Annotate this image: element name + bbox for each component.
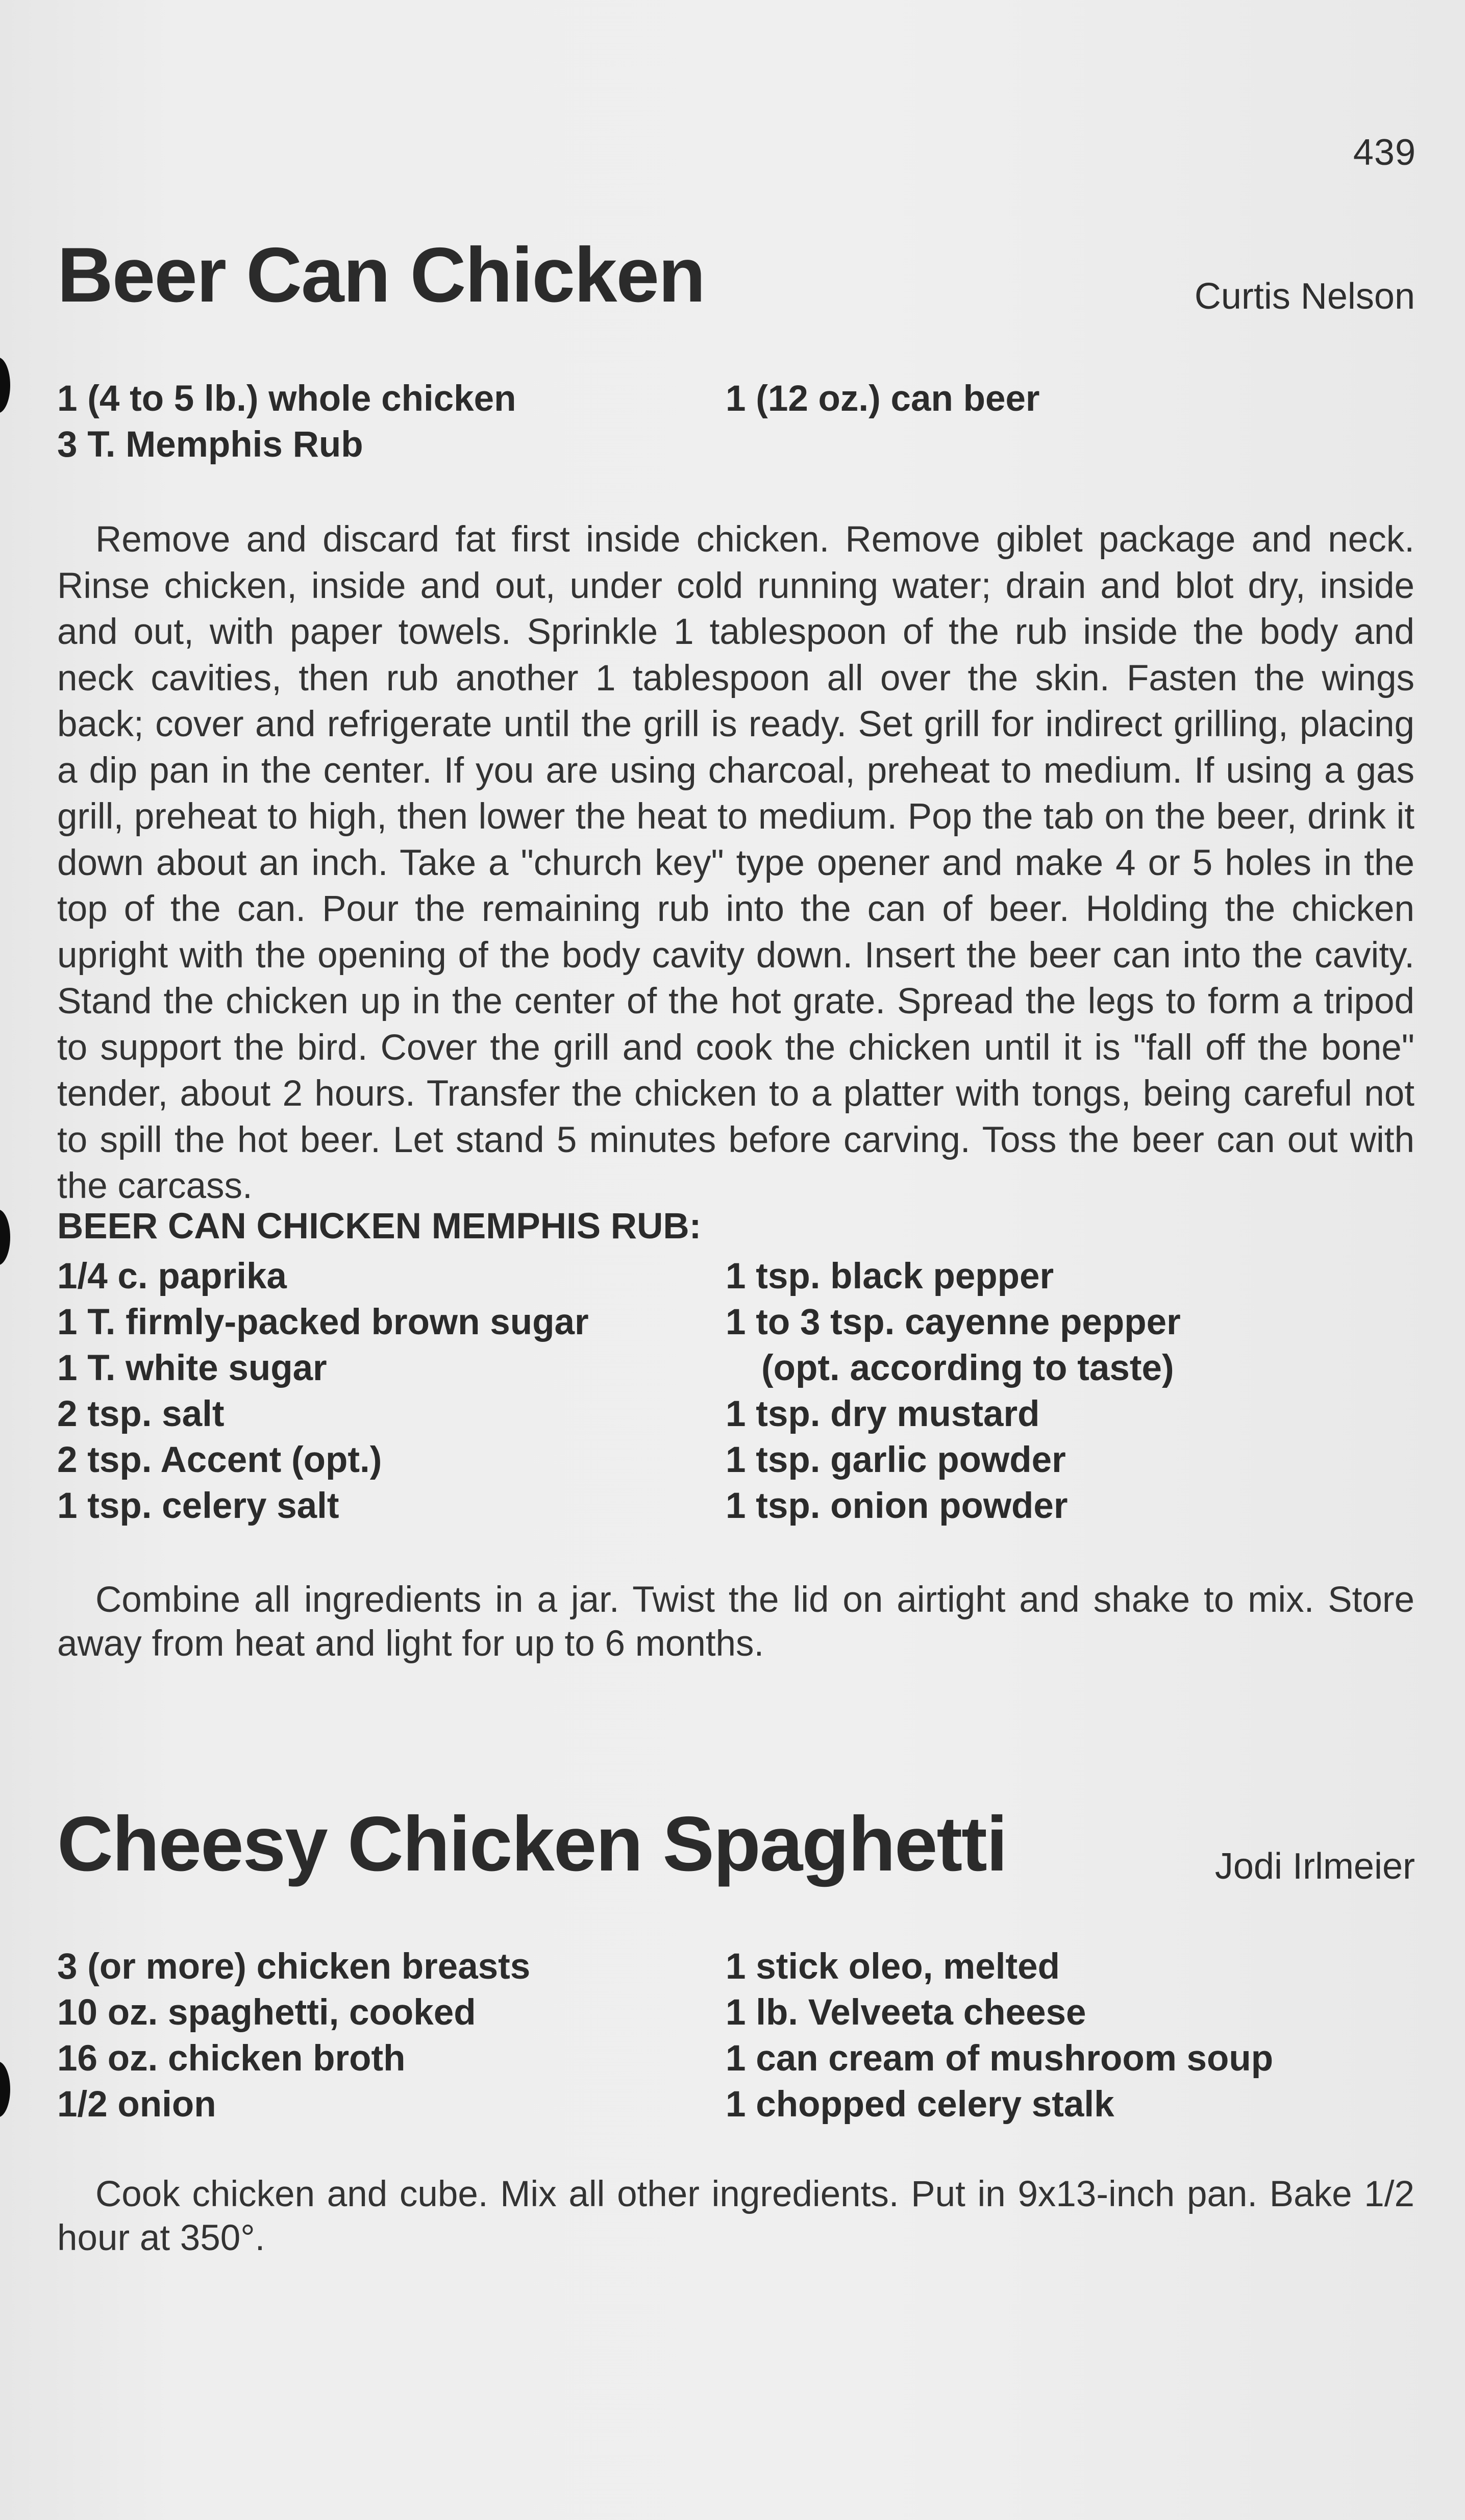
ingredient-item: 1 tsp. celery salt — [57, 1486, 339, 1526]
binding-hole — [0, 1209, 10, 1265]
ingredient-column-right — [726, 376, 1040, 422]
ingredient-column-right — [726, 1944, 1273, 2128]
ingredient-item: 1 T. firmly-packed brown sugar — [57, 1302, 589, 1342]
sub-recipe-heading: BEER CAN CHICKEN MEMPHIS RUB: — [57, 1206, 702, 1246]
ingredient-item: 1 tsp. dry mustard — [726, 1394, 1040, 1434]
ingredient-item: 10 oz. spaghetti, cooked — [57, 1992, 476, 2033]
ingredient-item: 3 T. Memphis Rub — [57, 425, 363, 465]
ingredient-list — [57, 1254, 1414, 1529]
ingredient-item: 16 oz. chicken broth — [57, 2038, 406, 2079]
recipe-author: Jodi Irlmeier — [1214, 1846, 1415, 1887]
recipe-title: Beer Can Chicken — [57, 232, 705, 318]
ingredient-item: 1 T. white sugar — [57, 1348, 327, 1388]
ingredient-column-right — [726, 1254, 1181, 1529]
ingredient-item: 1 tsp. garlic powder — [726, 1440, 1066, 1480]
ingredient-column-left — [57, 1944, 530, 2128]
ingredient-item: 1/4 c. paprika — [57, 1256, 287, 1296]
binding-hole — [0, 357, 10, 413]
ingredient-item: 2 tsp. Accent (opt.) — [57, 1440, 382, 1480]
ingredient-item: 1 tsp. onion powder — [726, 1486, 1068, 1526]
ingredient-list — [57, 376, 1414, 468]
ingredient-column-left — [57, 376, 516, 468]
recipe-title: Cheesy Chicken Spaghetti — [57, 1801, 1007, 1887]
ingredient-list — [57, 1944, 1414, 2128]
ingredient-item: 1 (4 to 5 lb.) whole chicken — [57, 379, 516, 419]
ingredient-item: 1 (12 oz.) can beer — [726, 379, 1040, 419]
page-number: 439 — [1353, 132, 1416, 173]
binding-hole — [0, 2061, 10, 2117]
ingredient-item: 3 (or more) chicken breasts — [57, 1947, 531, 1987]
recipe-directions: Cook chicken and cube. Mix all other ingredients. Put in 9x13-inch pan. Bake 1/2 hour at 350°. — [57, 2174, 1414, 2258]
ingredient-item: 1 stick oleo, melted — [726, 1947, 1060, 1987]
recipe-author: Curtis Nelson — [1194, 276, 1415, 317]
ingredient-item: 1/2 onion — [57, 2084, 216, 2125]
ingredient-note: (opt. according to taste) — [761, 1348, 1174, 1388]
ingredient-item: 1 tsp. black pepper — [726, 1256, 1054, 1296]
ingredient-column-left — [57, 1254, 589, 1529]
ingredient-item: 1 lb. Velveeta cheese — [726, 1992, 1086, 2033]
ingredient-item: 1 to 3 tsp. cayenne pepper — [726, 1302, 1181, 1342]
ingredient-item: 1 chopped celery stalk — [726, 2084, 1114, 2125]
recipe-directions: Remove and discard fat first inside chicken. Remove giblet package and neck. Rinse chicken, inside and out, under cold running water; drain and blot dry, inside and out, with paper towels. Sprinkle 1 tablespoon of the rub inside the body and neck cavities, then rub another 1 tablespoon all over the skin. Fasten the wings back; cover and refrigerate until the grill is ready. Set grill for indirect grilling, placing a dip pan in the center. If you are using charcoal, preheat to medium. If using a gas grill, preheat to high, then lower the heat to medium. Pop the tab on the beer, drink it down about an inch. Take a "church key" type opener and make 4 or 5 holes in the top of the can. Pour the remaining rub into the can of beer. Holding the chicken upright with the opening of the body cavity down. Insert the beer can into the cavity. Stand the chicken up in the center of the hot grate. Spread the legs to form a tripod to support the bird. Cover the grill and cook the chicken until it is "fall off the bone" tender, about 2 hours. Transfer the chicken to a platter with tongs, being careful not to spill the hot beer. Let stand 5 minutes before carving. Toss the beer can out with the carcass. — [57, 519, 1414, 1206]
sub-recipe-directions: Combine all ingredients in a jar. Twist the lid on airtight and shake to mix. Store away from heat and light for up to 6 months. — [57, 1580, 1414, 1664]
ingredient-item: 1 can cream of mushroom soup — [726, 2038, 1274, 2079]
ingredient-item: 2 tsp. salt — [57, 1394, 225, 1434]
